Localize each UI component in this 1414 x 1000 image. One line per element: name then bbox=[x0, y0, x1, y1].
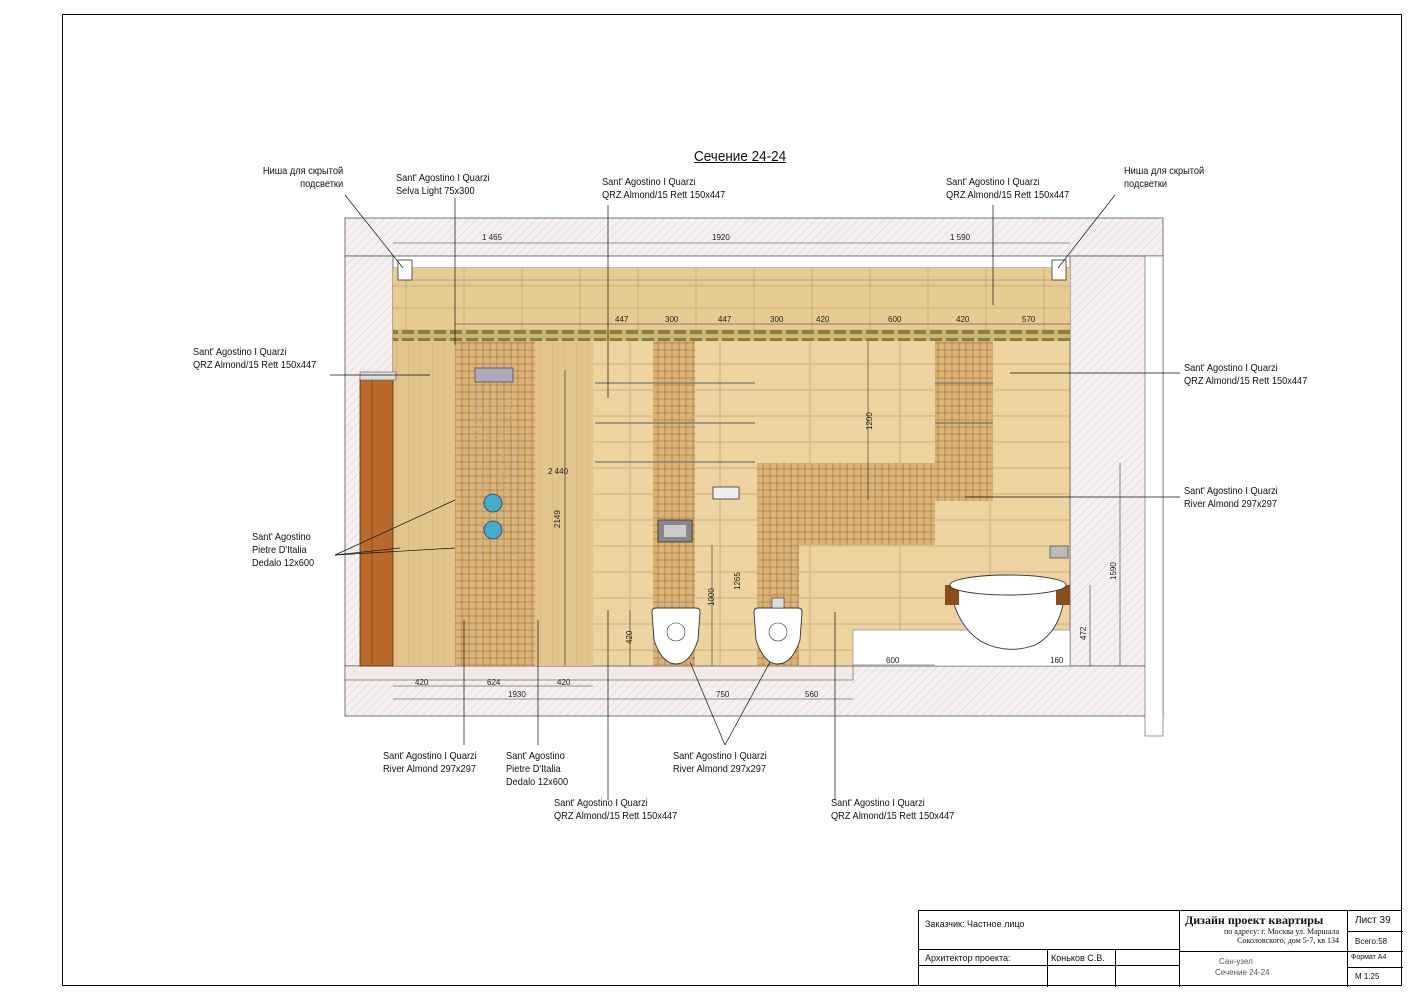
svg-text:1000: 1000 bbox=[707, 588, 716, 606]
svg-text:420: 420 bbox=[956, 315, 970, 324]
format: Формат А4 bbox=[1351, 954, 1387, 961]
svg-text:570: 570 bbox=[1022, 315, 1036, 324]
dedalo-right bbox=[535, 341, 593, 666]
dedalo-left bbox=[393, 341, 455, 666]
label-dedalo-left: Sant' Agostino Pietre D'Italia Dedalo 12x600 bbox=[252, 531, 315, 569]
drawing-title: Сечение 24-24 bbox=[694, 148, 787, 165]
mosaic-band bbox=[393, 330, 1070, 341]
door bbox=[360, 378, 393, 666]
shower-head bbox=[475, 368, 513, 382]
section-name: Сечение 24-24 bbox=[1215, 968, 1270, 977]
svg-text:624: 624 bbox=[487, 678, 501, 687]
wall-far-right bbox=[1145, 256, 1163, 736]
label-river-bottom-mid: Sant' Agostino I Quarzi River Almond 297x297 bbox=[673, 750, 767, 775]
svg-text:472: 472 bbox=[1079, 626, 1088, 640]
total-sheets: Всего:58 bbox=[1355, 937, 1388, 946]
label-river-right: Sant' Agostino I Quarzi River Almond 297x297 bbox=[1184, 485, 1278, 510]
svg-text:1200: 1200 bbox=[865, 412, 874, 430]
label-qrz-top-right: Sant' Agostino I Quarzi QRZ Almond/15 Rett 150x447 bbox=[946, 176, 1070, 201]
svg-text:750: 750 bbox=[716, 690, 730, 699]
svg-text:2 440: 2 440 bbox=[548, 467, 569, 476]
mixer-2 bbox=[484, 521, 502, 539]
scale: М 1:25 bbox=[1355, 972, 1380, 981]
room-name: Сан-узел bbox=[1219, 957, 1253, 966]
sheet-number: Лист 39 bbox=[1355, 915, 1391, 926]
niche-left bbox=[398, 260, 412, 280]
client-label: Заказчик: Частное лицо bbox=[925, 919, 1025, 929]
architect-label: Архитектор проекта: bbox=[925, 953, 1011, 963]
svg-text:420: 420 bbox=[557, 678, 571, 687]
svg-text:420: 420 bbox=[625, 630, 634, 644]
label-niche-left: Ниша для скрытой подсветки bbox=[262, 165, 343, 190]
svg-text:300: 300 bbox=[665, 315, 679, 324]
svg-text:447: 447 bbox=[718, 315, 732, 324]
label-dedalo-bottom: Sant' Agostino Pietre D'Italia Dedalo 12x600 bbox=[506, 750, 569, 788]
socket bbox=[713, 487, 739, 499]
label-qrz-bottom-left: Sant' Agostino I Quarzi QRZ Almond/15 Rett 150x447 bbox=[554, 797, 678, 822]
project-address: по адресу: г. Москва ул. Маршала Соколовского, дом 5-7, кв 134 bbox=[1224, 927, 1339, 945]
svg-text:560: 560 bbox=[805, 690, 819, 699]
svg-text:420: 420 bbox=[816, 315, 830, 324]
label-qrz-right: Sant' Agostino I Quarzi QRZ Almond/15 Rett 150x447 bbox=[1184, 362, 1308, 387]
svg-text:300: 300 bbox=[770, 315, 784, 324]
project-title: Дизайн проект квартиры bbox=[1185, 913, 1324, 927]
svg-text:2149: 2149 bbox=[553, 510, 562, 528]
svg-text:1 465: 1 465 bbox=[482, 233, 503, 242]
mosaic-col-2 bbox=[935, 341, 993, 501]
svg-text:1590: 1590 bbox=[1109, 562, 1118, 580]
architect-name: Коньков С.В. bbox=[1051, 953, 1105, 963]
svg-text:1930: 1930 bbox=[508, 690, 526, 699]
label-qrz-bottom-right: Sant' Agostino I Quarzi QRZ Almond/15 Rett 150x447 bbox=[831, 797, 955, 822]
label-river-bottom-left: Sant' Agostino I Quarzi River Almond 297x297 bbox=[383, 750, 477, 775]
label-qrz-left: Sant' Agostino I Quarzi QRZ Almond/15 Rett 150x447 bbox=[193, 346, 317, 371]
label-niche-right: Ниша для скрытой подсветки bbox=[1124, 165, 1205, 190]
title-block bbox=[918, 910, 1402, 986]
label-selva: Sant' Agostino I Quarzi Selva Light 75x300 bbox=[396, 172, 490, 197]
svg-text:447: 447 bbox=[615, 315, 629, 324]
svg-text:160: 160 bbox=[1050, 656, 1064, 665]
svg-text:1920: 1920 bbox=[712, 233, 730, 242]
mixer-1 bbox=[484, 494, 502, 512]
svg-text:1 590: 1 590 bbox=[950, 233, 971, 242]
wall-top bbox=[345, 218, 1163, 256]
niche-right bbox=[1052, 260, 1066, 280]
svg-text:600: 600 bbox=[888, 315, 902, 324]
svg-text:1265: 1265 bbox=[733, 572, 742, 590]
label-qrz-top-mid: Sant' Agostino I Quarzi QRZ Almond/15 Rett 150x447 bbox=[602, 176, 726, 201]
svg-text:600: 600 bbox=[886, 656, 900, 665]
svg-text:420: 420 bbox=[415, 678, 429, 687]
